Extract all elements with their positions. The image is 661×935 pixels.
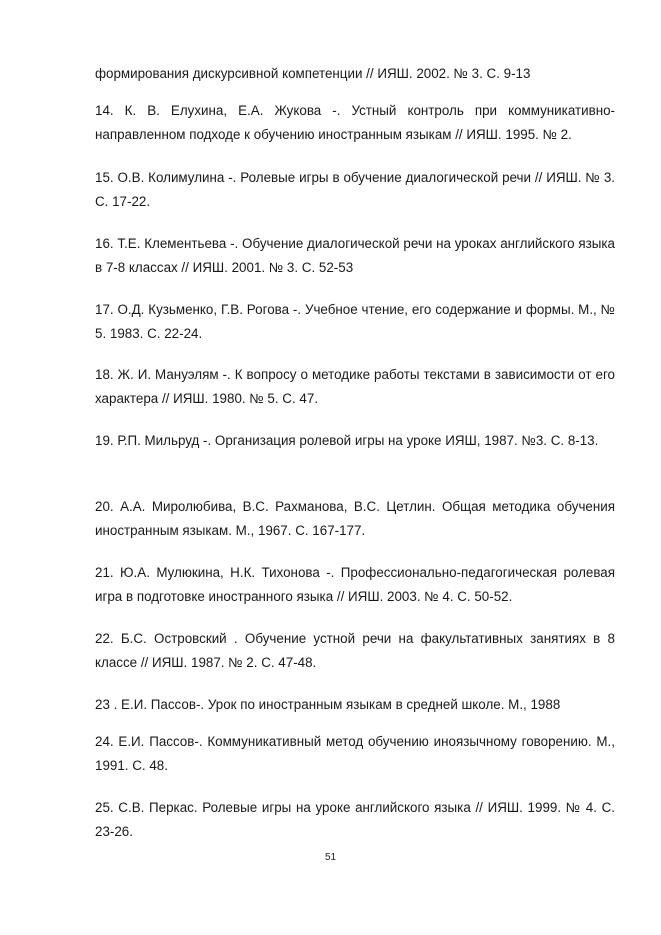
reference-entry-25: 25. С.В. Перкас. Ролевые игры на уроке английского языка // ИЯШ. 1999. № 4. С. 23-26. (95, 800, 615, 839)
reference-entry-18: 18. Ж. И. Мануэлям -. К вопросу о методике работы текстами в зависимости от его характера // ИЯШ. 1980. № 5. С. 47. (95, 367, 615, 406)
reference-entry-21: 21. Ю.А. Мулюкина, Н.К. Тихонова -. Профессионально-педагогическая ролевая игра в подготовке иностранного языка // ИЯШ. 2003. № 4. С. 50-52. (95, 565, 615, 604)
reference-entry-19: 19. Р.П. Мильруд -. Организация ролевой игры на уроке ИЯШ, 1987. №3. С. 8-13. (95, 433, 599, 448)
reference-entry-14: 14. К. В. Елухина, Е.А. Жукова -. Устный контроль при коммуникативно-направленном подходе к обучению иностранным языкам // ИЯШ. 1995. № 2. (95, 103, 615, 142)
reference-entry-15: 15. О.В. Колимулина -. Ролевые игры в обучение диалогической речи // ИЯШ. № 3. С. 17-22. (95, 170, 615, 209)
reference-entry-20: 20. А.А. Миролюбива, В.С. Рахманова, В.С. Цетлин. Общая методика обучения иностранным языкам. М., 1967. С. 167-177. (95, 499, 615, 538)
reference-entry-23: 23 . Е.И. Пассов-. Урок по иностранным языкам в средней школе. М., 1988 (95, 697, 561, 712)
reference-entry-16: 16. Т.Е. Клементьева -. Обучение диалогической речи на уроках английского языка в 7-8 классах // ИЯШ. 2001. № 3. С. 52-53 (95, 236, 615, 275)
reference-entry-17: 17. О.Д. Кузьменко, Г.В. Рогова -. Учебное чтение, его содержание и формы. М., № 5. 1983. С. 22-24. (95, 302, 615, 341)
page-number: 51 (324, 852, 337, 863)
reference-entry-24: 24. Е.И. Пассов-. Коммуникативный метод обучению иноязычному говорению. М., 1991. С. 48. (95, 734, 615, 773)
reference-entry-22: 22. Б.С. Островский . Обучение устной речи на факультативных занятиях в 8 классе // ИЯШ. 1987. № 2. С. 47-48. (95, 631, 615, 670)
reference-entry-continuation: формирования дискурсивной компетенции // ИЯШ. 2002. № 3. С. 9-13 (95, 66, 531, 81)
